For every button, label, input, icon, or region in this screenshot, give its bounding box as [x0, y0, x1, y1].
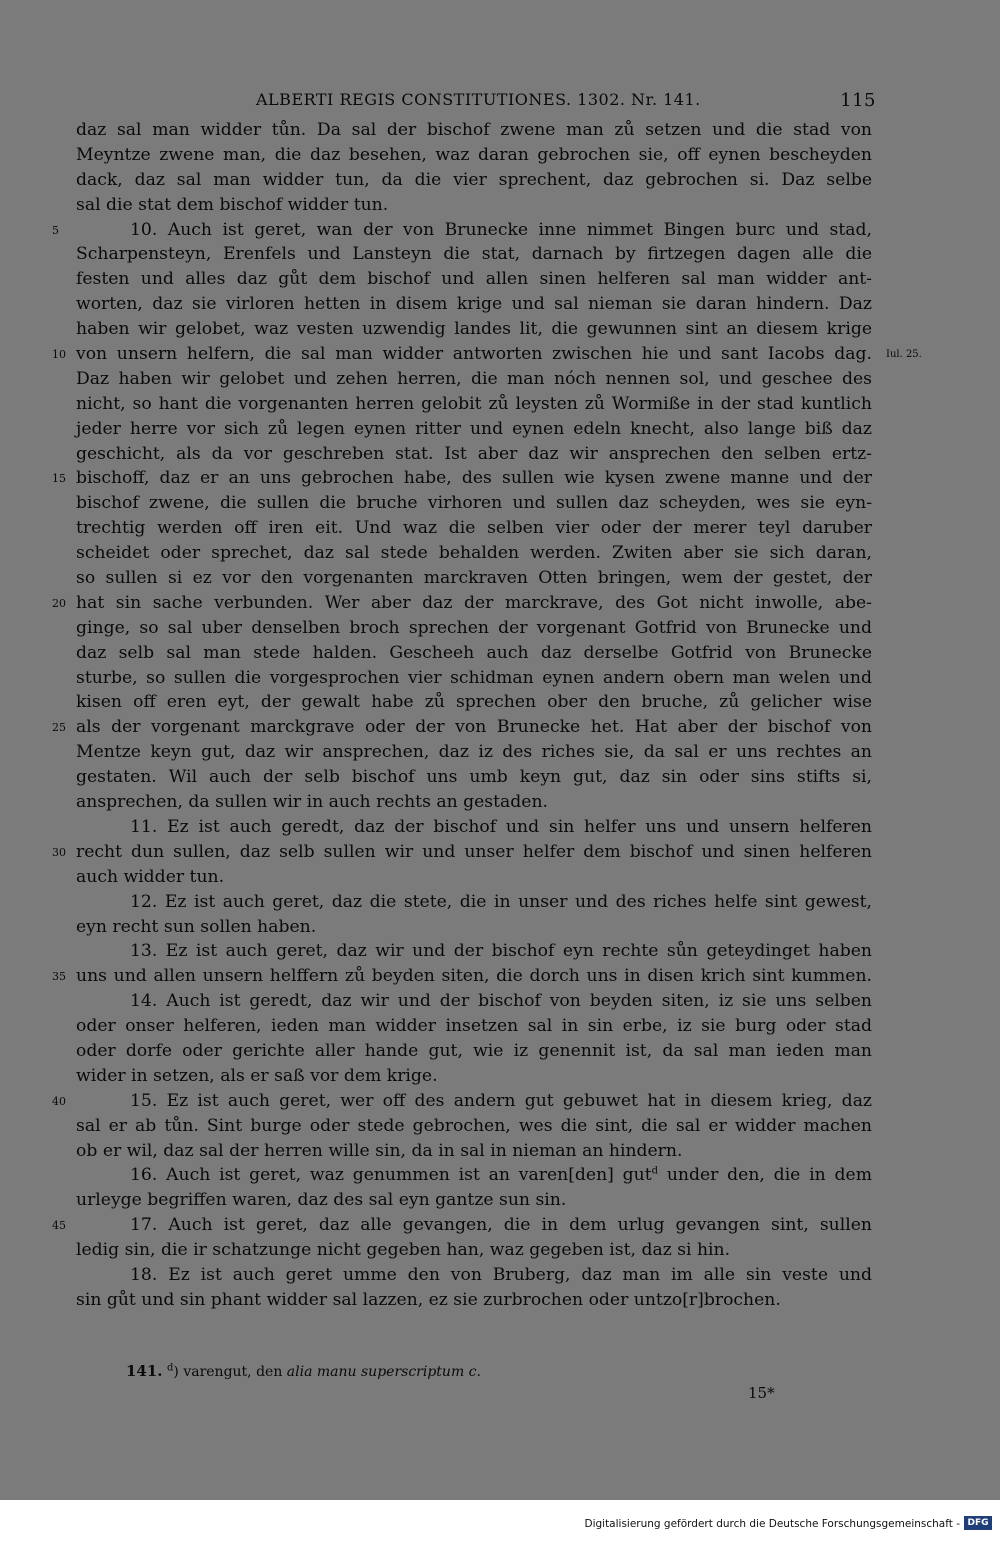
text-line	[76, 242, 872, 267]
line-text: bischof zwene, die sullen die bruche virhoren und sullen daz scheyden, wes sie eyn-	[76, 493, 872, 514]
text-line	[52, 591, 872, 616]
line-number: 45	[52, 1219, 66, 1233]
text-line	[76, 865, 872, 890]
line-number: 10	[52, 348, 66, 362]
text-line	[76, 1139, 872, 1164]
text-line	[76, 616, 872, 641]
line-text: dack, daz sal man widder tun, da die vier sprechent, daz gebrochen si. Daz selbe	[76, 169, 872, 190]
footnote-marker: d	[167, 1362, 174, 1374]
line-text: sal die stat dem bischof widder tun.	[76, 194, 389, 215]
line-text: hat sin sache verbunden. Wer aber daz der marckrave, des Got nicht inwolle, abe-	[76, 592, 872, 613]
text-line	[76, 915, 872, 940]
line-text: 17. Auch ist geret, daz alle gevangen, die in dem urlug gevangen sint, sullen	[130, 1215, 872, 1236]
dfg-logo: DFG	[964, 1516, 992, 1530]
line-text: sal er ab tůn. Sint burge oder stede gebrochen, wes die sint, die sal er widder machen	[76, 1115, 872, 1136]
margin-date-note: Iul. 25.	[886, 349, 922, 361]
line-text: daz sal man widder tůn. Da sal der bischof zwene man zů setzen und die stad von	[76, 120, 872, 140]
running-header	[256, 90, 876, 114]
text-line	[76, 989, 872, 1014]
text-line	[76, 392, 872, 417]
text-line	[76, 1188, 872, 1213]
line-text: sturbe, so sullen die vorgesprochen vier schidman eynen andern obern man welen und	[76, 667, 872, 688]
text-line	[76, 1238, 872, 1263]
footnote	[126, 1362, 481, 1380]
text-line	[76, 1163, 872, 1188]
line-text: als der vorgenant marckgrave oder der von Brunecke het. Hat aber der bischof von	[76, 717, 872, 738]
line-text: 13. Ez ist auch geret, daz wir und der bischof eyn rechte sůn geteydinget haben	[130, 941, 872, 962]
text-line	[76, 491, 872, 516]
line-text: recht dun sullen, daz selb sullen wir und unser helfer dem bischof und sinen helferen	[76, 841, 872, 862]
text-line	[76, 890, 872, 915]
line-text: nicht, so hant die vorgenanten herren gelobit zů leysten zů Wormiße in der stad kuntlich	[76, 393, 872, 414]
text-line	[76, 516, 872, 541]
line-text: von unsern helfern, die sal man widder antworten zwischen hie und sant Iacobs dag.	[76, 344, 872, 365]
text-line	[76, 666, 872, 691]
text-line	[76, 417, 872, 442]
text-line	[52, 964, 872, 989]
text-line	[76, 765, 872, 790]
text-line	[76, 740, 872, 765]
line-text: 14. Auch ist geredt, daz wir und der bischof von beyden siten, iz sie uns selben	[130, 991, 872, 1012]
text-line	[52, 466, 872, 491]
text-line	[76, 939, 872, 964]
line-text: trechtig werden off iren eit. Und waz die selben vier oder der merer teyl daruber	[76, 518, 872, 539]
footnote-text: ) varengut, den	[173, 1364, 287, 1380]
footnote-reference: d	[651, 1165, 659, 1177]
line-number: 15	[52, 472, 66, 486]
text-line	[76, 690, 872, 715]
line-text: scheidet oder sprechet, daz sal stede behalden werden. Zwiten aber sie sich daran,	[76, 543, 872, 564]
text-line	[76, 267, 872, 292]
line-text: 15. Ez ist auch geret, wer off des andern gut gebuwet hat in diesem krieg, daz	[130, 1090, 872, 1111]
line-text: 10. Auch ist geret, wan der von Brunecke inne nimmet Bingen burc und stad,	[130, 219, 872, 240]
line-text: Meyntze zwene man, die daz besehen, waz daran gebrochen sie, off eynen bescheyden	[76, 144, 872, 165]
line-text: worten, daz sie virloren hetten in disem krige und sal nieman sie daran hindern. Daz	[76, 294, 872, 315]
line-text: oder onser helferen, ieden man widder insetzen sal in sin erbe, iz sie burg oder stad	[76, 1016, 872, 1037]
line-text: haben wir gelobet, waz vesten uzwendig landes lit, die gewunnen sint an diesem krige	[76, 319, 872, 340]
text-line	[76, 641, 872, 666]
line-text: gestaten. Wil auch der selb bischof uns umb keyn gut, daz sin oder sins stifts si,	[76, 767, 872, 788]
line-number: 5	[52, 223, 59, 237]
text-line	[76, 193, 872, 218]
line-text: oder dorfe oder gerichte aller hande gut, wie iz genennit ist, da sal man ieden man	[76, 1040, 872, 1061]
text-line	[52, 1089, 872, 1114]
text-line	[76, 317, 872, 342]
text-line	[76, 815, 872, 840]
page-number: 115	[840, 90, 876, 111]
text-line	[76, 143, 872, 168]
text-line	[76, 1039, 872, 1064]
line-number: 30	[52, 845, 66, 859]
footer-bar	[0, 1500, 1000, 1543]
line-text: jeder herre vor sich zů legen eynen ritter und eynen edeln knecht, also lange biß daz	[76, 418, 872, 439]
text-line	[76, 442, 872, 467]
footnote-italic: alia manu superscriptum c.	[286, 1364, 481, 1380]
line-number: 20	[52, 596, 66, 610]
line-number: 40	[52, 1094, 66, 1108]
line-text: eyn recht sun sollen haben.	[76, 916, 317, 937]
text-line	[52, 840, 872, 865]
line-number: 35	[52, 970, 66, 984]
line-text: ginge, so sal uber denselben broch sprechen der vorgenant Gotfrid von Brunecke und	[76, 617, 872, 638]
line-text: so sullen si ez vor den vorgenanten marckraven Otten bringen, wem der gestet, der	[76, 568, 872, 589]
line-text: bischoff, daz er an uns gebrochen habe, des sullen wie kysen zwene manne und der	[76, 468, 872, 489]
line-text: Mentze keyn gut, daz wir ansprechen, daz iz des riches sie, da sal er uns rechtes an	[76, 742, 872, 763]
text-line	[52, 342, 922, 367]
text-line	[76, 1288, 872, 1313]
line-text: ledig sin, die ir schatzunge nicht gegeben han, waz gegeben ist, daz si hin.	[76, 1240, 731, 1261]
signature-mark: 15*	[748, 1384, 775, 1402]
line-text: Daz haben wir gelobet und zehen herren, die man nóch nennen sol, und geschee des	[76, 368, 872, 389]
line-text: 12. Ez ist auch geret, daz die stete, die in unser und des riches helfe sint gewest,	[130, 891, 872, 912]
line-text: auch widder tun.	[76, 866, 225, 887]
text-line	[52, 218, 872, 243]
line-text: 16. Auch ist geret, waz genummen ist an varen[den] gut	[130, 1165, 652, 1186]
line-text-tail: under den, die in dem	[658, 1165, 872, 1186]
line-text: sin gůt und sin phant widder sal lazzen, ez sie zurbrochen oder untzo[r]brochen.	[76, 1289, 781, 1310]
running-title: ALBERTI REGIS CONSTITUTIONES. 1302. Nr. 141.	[256, 90, 701, 109]
text-line	[76, 292, 872, 317]
text-line	[76, 566, 872, 591]
line-text: geschicht, als da vor geschreben stat. Ist aber daz wir ansprechen den selben ertz-	[76, 443, 872, 464]
line-text: daz selb sal man stede halden. Gescheeh auch daz derselbe Gotfrid von Brunecke	[76, 642, 872, 663]
text-line	[76, 118, 872, 143]
line-text: 11. Ez ist auch geredt, daz der bischof und sin helfer uns und unsern helferen	[130, 816, 872, 837]
footnote-number: 141.	[126, 1362, 163, 1380]
line-text: ob er wil, daz sal der herren wille sin, da in sal in nieman an hindern.	[76, 1140, 683, 1161]
text-line	[76, 1114, 872, 1139]
line-text: urleyge begriffen waren, daz des sal eyn gantze sun sin.	[76, 1190, 567, 1211]
line-text: wider in setzen, als er saß vor dem krige.	[76, 1065, 438, 1086]
body-text	[52, 118, 922, 1313]
text-line	[76, 1263, 872, 1288]
text-line	[52, 1213, 872, 1238]
line-text: kisen off eren eyt, der gewalt habe zů sprechen ober den bruche, zů gelicher wise	[76, 692, 872, 713]
line-text: Scharpensteyn, Erenfels und Lansteyn die stat, darnach by firtzegen dagen alle die	[76, 244, 872, 265]
text-line	[76, 367, 872, 392]
line-text: ansprechen, da sullen wir in auch rechts an gestaden.	[76, 792, 548, 813]
text-line	[76, 790, 872, 815]
line-text: 18. Ez ist auch geret umme den von Bruberg, daz man im alle sin veste und	[130, 1264, 872, 1285]
funding-credit: Digitalisierung gefördert durch die Deutsche Forschungsgemeinschaft -	[584, 1518, 960, 1530]
line-text: uns und allen unsern helffern zů beyden siten, die dorch uns in disen krich sint kummen.	[76, 966, 872, 987]
text-line	[76, 541, 872, 566]
line-text: festen und alles daz gůt dem bischof und allen sinen helferen sal man widder ant-	[76, 269, 872, 290]
text-line	[76, 1064, 872, 1089]
text-line	[76, 168, 872, 193]
line-number: 25	[52, 721, 66, 735]
text-line	[76, 1014, 872, 1039]
text-line	[52, 715, 872, 740]
